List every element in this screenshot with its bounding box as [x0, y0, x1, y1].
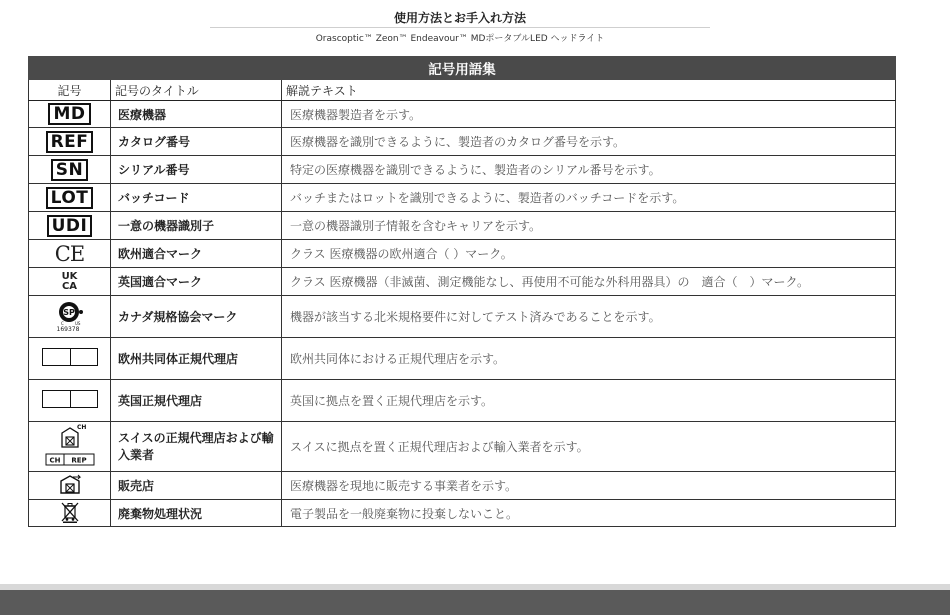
svg-text:SP: SP: [62, 307, 75, 317]
table-header-row: [29, 80, 896, 101]
row-description: 医療機器製造者を示す。: [282, 101, 896, 128]
row-description: 電子製品を一般廃棄物に投棄しないこと。: [282, 500, 896, 527]
row-title: 欧州適合マーク: [111, 240, 282, 268]
table-row: [29, 268, 896, 296]
row-title: 英国正規代理店: [111, 380, 282, 422]
footer-band: [0, 590, 950, 615]
row-description: クラス 医療機器の欧州適合（ ）マーク。: [282, 240, 896, 268]
ref-box-symbol: REF: [46, 131, 94, 153]
row-description: 機器が該当する北米規格要件に対してテスト済みであることを示す。: [282, 296, 896, 338]
row-title: カナダ規格協会マーク: [111, 296, 282, 338]
eu-rep-box-icon: [42, 348, 98, 366]
row-description: 特定の医療機器を識別できるように、製造者のシリアル番号を示す。: [282, 156, 896, 184]
row-description: 医療機器を現地に販売する事業者を示す。: [282, 472, 896, 500]
row-title: 一意の機器識別子: [111, 212, 282, 240]
table-row: [29, 338, 896, 380]
row-title: 廃棄物処理状況: [111, 500, 282, 527]
row-title: 欧州共同体正規代理店: [111, 338, 282, 380]
document-title: 使用方法とお手入れ方法: [393, 11, 526, 25]
row-title: 英国適合マーク: [111, 268, 282, 296]
row-title: シリアル番号: [111, 156, 282, 184]
symbol-glossary-table: [28, 56, 896, 527]
row-description: 一意の機器識別子情報を含むキャリアを示す。: [282, 212, 896, 240]
distributor-icon: [57, 473, 83, 495]
table-row: [29, 472, 896, 500]
header-symbol: 記号: [29, 80, 111, 101]
document-subtitle: Orascoptic™ Zeon™ Endeavour™ MDポータブルLED ヘッドライト: [315, 34, 605, 44]
row-title: カタログ番号: [111, 128, 282, 156]
table-row: [29, 184, 896, 212]
table-row: [29, 422, 896, 472]
row-title: スイスの正規代理店および輸入業者: [111, 422, 282, 472]
row-description: 医療機器を識別できるように、製造者のカタログ番号を示す。: [282, 128, 896, 156]
row-description: バッチまたはロットを識別できるように、製造者のバッチコードを示す。: [282, 184, 896, 212]
table-row: [29, 296, 896, 338]
title-divider: [210, 27, 710, 28]
header-title: 記号のタイトル: [111, 80, 282, 101]
csa-mark-icon: [55, 300, 85, 333]
ce-mark-icon: CE: [54, 241, 85, 266]
row-description: 欧州共同体における正規代理店を示す。: [282, 338, 896, 380]
table-row: [29, 101, 896, 128]
weee-bin-icon: [59, 501, 81, 523]
uk-rep-box-icon: [42, 390, 98, 408]
lot-box-symbol: LOT: [46, 187, 94, 209]
md-box-symbol: MD: [48, 103, 90, 125]
svg-text:REP: REP: [70, 456, 87, 465]
row-title: 販売店: [111, 472, 282, 500]
table-row: [29, 128, 896, 156]
row-description: スイスに拠点を置く正規代理店および輸入業者を示す。: [282, 422, 896, 472]
table-banner: 記号用語集: [29, 57, 896, 80]
csa-certificate-number: 169378: [56, 325, 80, 333]
row-description: 英国に拠点を置く正規代理店を示す。: [282, 380, 896, 422]
row-description: クラス 医療機器（非滅菌、測定機能なし、再使用不可能な外科用器具）の 適合（ ）マーク。: [282, 268, 896, 296]
svg-text:CH: CH: [49, 456, 60, 465]
ch-rep-importer-icon: [44, 423, 96, 467]
svg-text:C: C: [60, 320, 64, 326]
table-row: [29, 156, 896, 184]
sn-box-symbol: SN: [51, 159, 88, 181]
udi-box-symbol: UDI: [47, 215, 93, 237]
table-row: [29, 240, 896, 268]
header-description: 解説テキスト: [282, 80, 896, 101]
table-row: [29, 212, 896, 240]
table-row: [29, 500, 896, 527]
table-row: [29, 380, 896, 422]
ukca-mark-icon: UK CA: [61, 270, 78, 292]
row-title: バッチコード: [111, 184, 282, 212]
svg-text:US: US: [74, 320, 80, 326]
row-title: 医療機器: [111, 101, 282, 128]
svg-text:CH: CH: [76, 424, 86, 431]
